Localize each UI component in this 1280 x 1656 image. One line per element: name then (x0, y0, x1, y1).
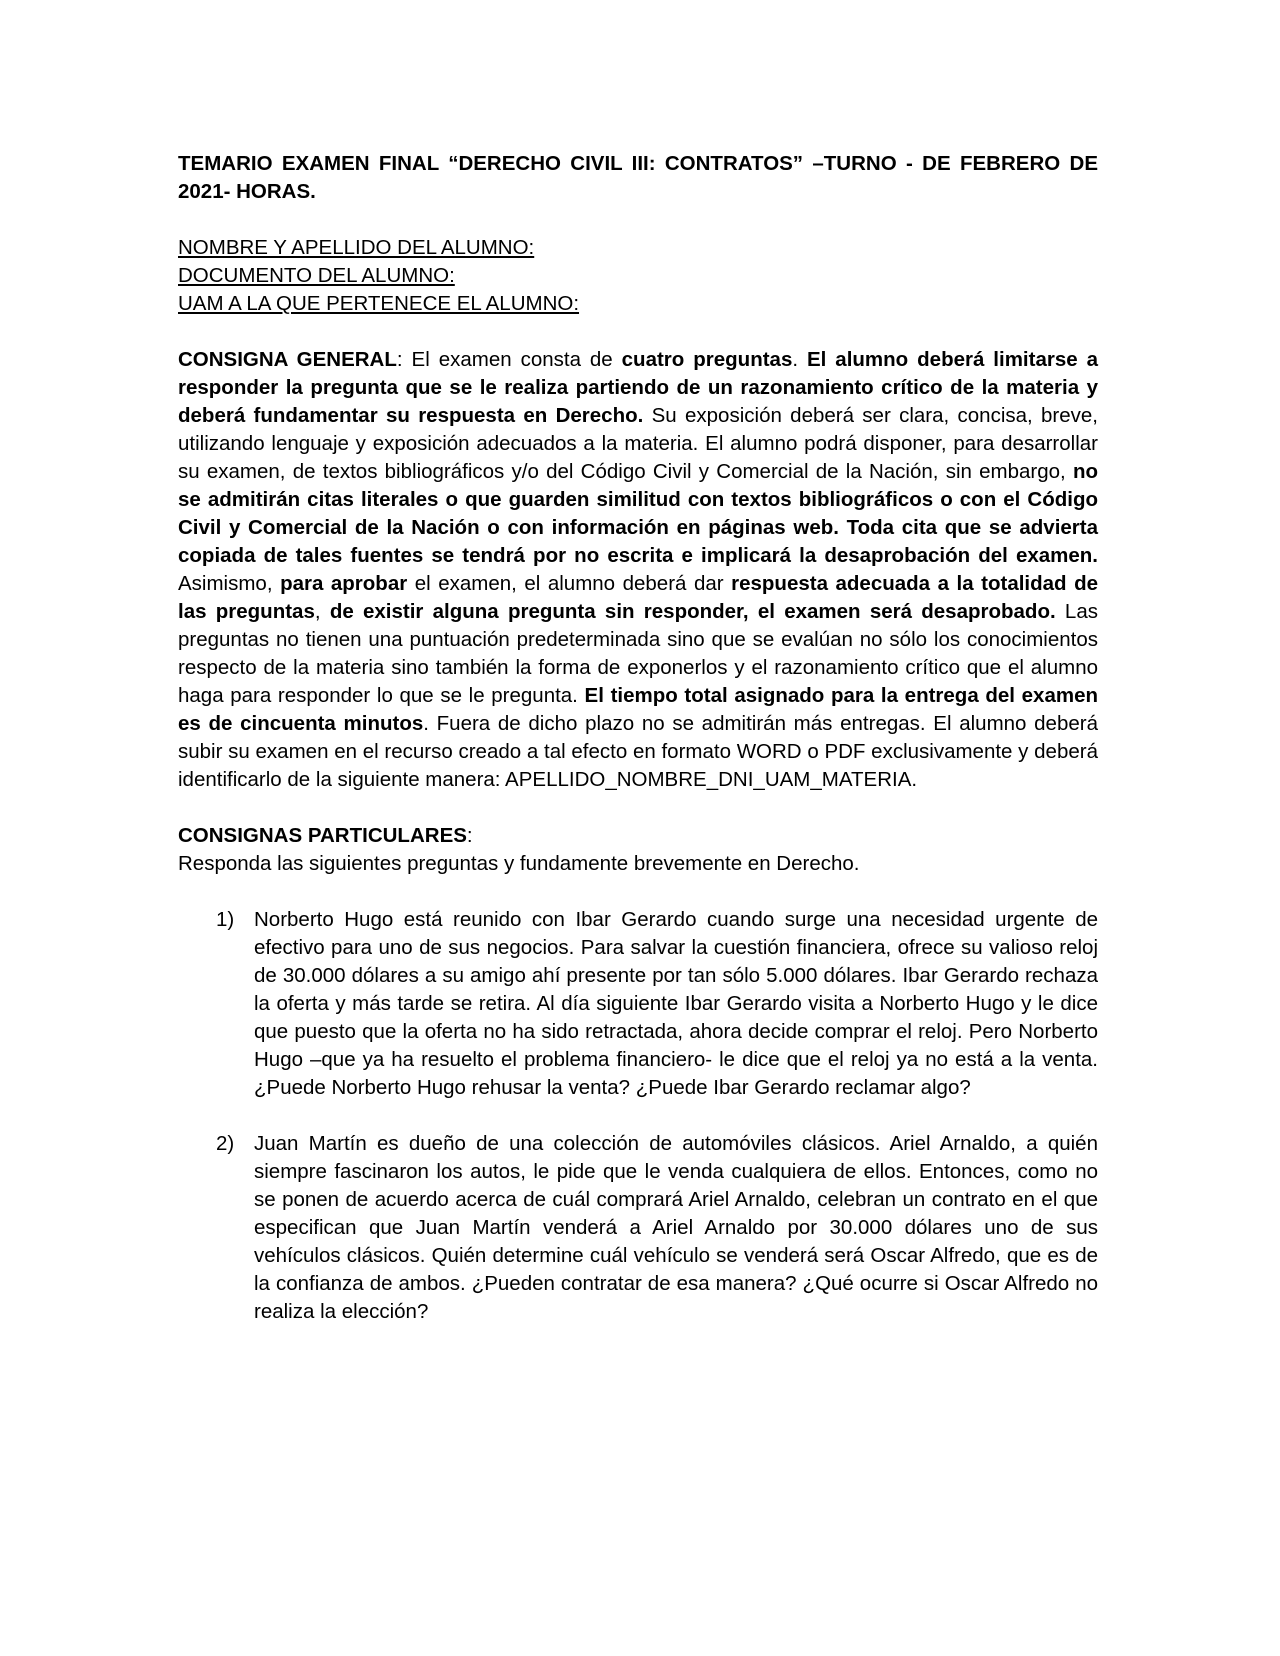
consigna-general-text: : El examen consta de (396, 348, 622, 371)
field-student-uam: UAM A LA QUE PERTENECE EL ALUMNO: (178, 292, 580, 315)
consigna-general-text: . Fuera de dicho plazo no se admitirán más entregas. El alumno deberá subir su examen en el recurso creado a tal efecto en formato WORD o PDF exclusivamente y deberá identificarlo de la siguiente manera: APELLIDO_NOMBRE_DNI_UAM_MATERIA. (178, 712, 1098, 791)
question-text: Juan Martín es dueño de una colección de automóviles clásicos. Ariel Arnaldo, a quién siempre fascinaron los autos, le pide que le venda cualquiera de ellos. Entonces, como no se ponen de acuerdo acerca de cuál comprará Ariel Arnaldo, celebran un contrato en el que especifican que Juan Martín venderá a Ariel Arnaldo por 30.000 dólares uno de sus vehículos clásicos. Quién determine cuál vehículo se venderá será Oscar Alfredo, que es de la confianza de ambos. ¿Pueden contratar de esa manera? ¿Qué ocurre si Oscar Alfredo no realiza la elección? (254, 1132, 1098, 1323)
consigna-general-text: Asimismo, (178, 572, 281, 595)
student-fields (178, 234, 1098, 318)
consigna-general-text: , (314, 600, 330, 623)
consigna-general-emphasis: El tiempo total asignado para la entrega del examen es de cincuenta minutos (178, 684, 1098, 735)
question-number: 1) (216, 908, 235, 931)
consigna-general-emphasis: no se admitirán citas literales o que guarden similitud con textos bibliográficos o con el Código Civil y Comercial de la Nación o con información en páginas web. Toda cita que se advierta copiada de tales fuentes se tendrá por no escrita e implicará la desaprobación del examen. (178, 460, 1098, 567)
consigna-general-emphasis: de existir alguna pregunta sin responder, el examen será desaprobado. (329, 600, 1056, 623)
field-student-name: NOMBRE Y APELLIDO DEL ALUMNO: (178, 236, 535, 259)
consigna-general-label: CONSIGNA GENERAL (178, 348, 397, 371)
consigna-general-text: . (792, 348, 807, 371)
consigna-general-text: el examen, el alumno deberá dar (407, 572, 732, 595)
question-item (178, 1130, 1098, 1326)
document-page (178, 150, 1098, 1354)
consigna-general-text: Su exposición deberá ser clara, concisa, breve, utilizando lenguaje y exposición adecuados a la materia. El alumno podrá disponer, para desarrollar su examen, de textos bibliográficos y/o del Código Civil y Comercial de la Nación, sin embargo, (178, 404, 1099, 483)
consigna-general (178, 346, 1098, 794)
consignas-particulares-intro: Responda las siguientes preguntas y fundamente brevemente en Derecho. (178, 852, 860, 875)
consignas-particulares-label: CONSIGNAS PARTICULARES (178, 824, 467, 847)
consigna-general-text: Las preguntas no tienen una puntuación predeterminada sino que se evalúan no sólo los conocimientos respecto de la materia sino también la forma de exponerlos y el razonamiento crítico que el alumno haga para responder lo que se le pregunta. (178, 600, 1098, 707)
document-title: TEMARIO EXAMEN FINAL “DERECHO CIVIL III: CONTRATOS” –TURNO - DE FEBRERO DE 2021- HORAS. (178, 152, 1098, 203)
consigna-general-emphasis: para aprobar (280, 572, 408, 595)
consignas-particulares-colon: : (466, 824, 473, 847)
consignas-particulares-heading (178, 822, 1098, 850)
consigna-general-emphasis: El alumno deberá limitarse a responder la pregunta que se le realiza partiendo de un razonamiento crítico de la materia y deberá fundamentar su respuesta en Derecho. (178, 348, 1098, 427)
field-student-document: DOCUMENTO DEL ALUMNO: (178, 264, 455, 287)
question-item (178, 906, 1098, 1102)
question-list (178, 906, 1098, 1326)
consigna-general-emphasis: cuatro preguntas (621, 348, 793, 371)
consigna-general-emphasis: respuesta adecuada a la totalidad de las preguntas (178, 572, 1098, 623)
question-number: 2) (216, 1132, 235, 1155)
question-text: Norberto Hugo está reunido con Ibar Gerardo cuando surge una necesidad urgente de efectivo para uno de sus negocios. Para salvar la cuestión financiera, ofrece su valioso reloj de 30.000 dólares a su amigo ahí presente por tan sólo 5.000 dólares. Ibar Gerardo rechaza la oferta y más tarde se retira. Al día siguiente Ibar Gerardo visita a Norberto Hugo y le dice que puesto que la oferta no ha sido retractada, ahora decide comprar el reloj. Pero Norberto Hugo –que ya ha resuelto el problema financiero- le dice que el reloj ya no está a la venta. ¿Puede Norberto Hugo rehusar la venta? ¿Puede Ibar Gerardo reclamar algo? (254, 908, 1098, 1099)
